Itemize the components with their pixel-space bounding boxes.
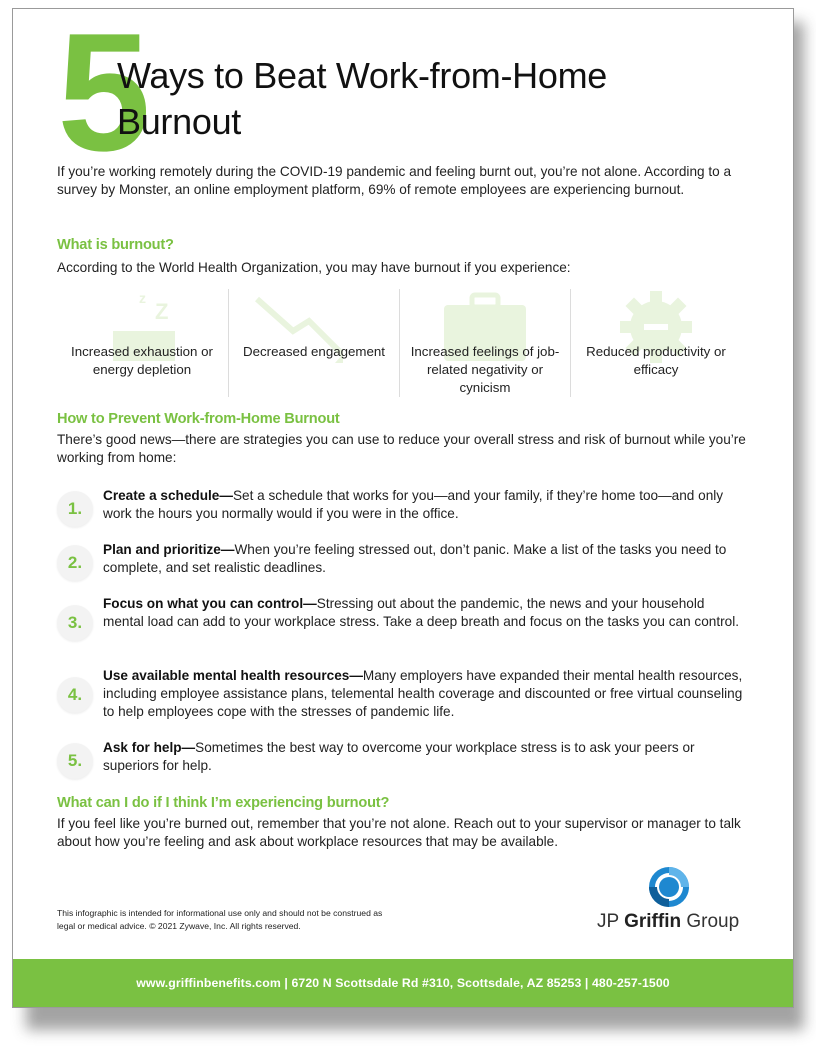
svg-text:z: z — [139, 291, 146, 306]
company-logo-mark — [647, 865, 691, 909]
svg-text:Z: Z — [155, 299, 169, 324]
document-page — [12, 8, 794, 1008]
title-line-1: Ways to Beat Work-from-Home — [117, 55, 607, 96]
strategy-body: When you’re feeling stressed out, don’t panic. Make a list of the tasks you need to complete, and set realistic deadlines. — [103, 542, 727, 575]
symptom-item — [571, 289, 741, 399]
strategy-text — [103, 541, 743, 577]
strategy-title: Plan and prioritize— — [103, 542, 235, 557]
logo-text-rest: Group — [681, 911, 740, 932]
title-line-2: Burnout — [117, 101, 241, 142]
section-body-experiencing: If you feel like you’re burned out, remember that you’re not alone. Reach out to your supervisor or manager to talk about how you’re feeling and ask about workplace resources that may be available. — [57, 816, 741, 849]
symptom-label: Reduced productivity or efficacy — [586, 344, 726, 377]
symptom-label: Increased feelings of job-related negativity or cynicism — [410, 344, 560, 395]
strategy-title: Use available mental health resources— — [103, 668, 363, 683]
strategy-title: Focus on what you can control— — [103, 596, 317, 611]
step-number-badge: 4. — [57, 677, 93, 713]
strategy-body: Many employers have expanded their mental health resources, including employee assistance plans, telemental health coverage and discounted or free virtual counseling to help employees cope with the stresses of pandemic life. — [103, 668, 743, 719]
page-title — [117, 53, 607, 145]
step-number-badge: 2. — [57, 545, 93, 581]
company-logo-wordmark — [597, 911, 739, 933]
legal-disclaimer: This infographic is intended for informational use only and should not be construed as legal or medical advice. © 2021 Zywave, Inc. All rights reserved. — [57, 908, 383, 931]
section-heading-what-is-burnout: What is burnout? — [57, 237, 174, 253]
strategy-title: Create a schedule— — [103, 488, 233, 503]
symptom-label: Increased exhaustion or energy depletion — [71, 344, 213, 377]
strategy-title: Ask for help— — [103, 740, 196, 755]
footer-contact-text: www.griffinbenefits.com | 6720 N Scottsdale Rd #310, Scottsdale, AZ 85253 | 480-257-1500 — [136, 976, 670, 990]
svg-text:5: 5 — [57, 27, 151, 157]
strategy-body: Stressing out about the pandemic, the news and your household mental load can add to your workplace stress. Take a deep breath and focus on the tasks you can control. — [103, 596, 740, 629]
strategy-body: Sometimes the best way to overcome your workplace stress is to ask your peers or superiors for help. — [103, 740, 695, 773]
step-number-badge: 3. — [57, 605, 93, 641]
logo-text-bold: Griffin — [624, 911, 682, 932]
section-lead-prevent: There’s good news—there are strategies you can use to reduce your overall stress and risk of burnout while you’re working from home: — [57, 432, 746, 465]
strategy-body: Set a schedule that works for you—and your family, if they’re home too—and only work the hours you normally would if you were in the office. — [103, 488, 724, 521]
strategy-text — [103, 595, 743, 631]
section-lead-burnout: According to the World Health Organization, you may have burnout if you experience: — [57, 260, 571, 275]
symptom-row — [57, 289, 741, 399]
step-number-badge: 5. — [57, 743, 93, 779]
strategy-text — [103, 487, 743, 523]
logo-text-light: JP — [597, 911, 625, 932]
symptom-item — [400, 289, 570, 399]
section-heading-experiencing-burnout: What can I do if I think I’m experiencing burnout? — [57, 795, 390, 811]
section-heading-prevent-burnout: How to Prevent Work-from-Home Burnout — [57, 411, 340, 427]
footer-bar — [13, 959, 793, 1007]
symptom-item — [229, 289, 399, 399]
symptom-item — [57, 289, 227, 399]
strategy-text — [103, 739, 743, 775]
intro-paragraph: If you’re working remotely during the COVID-19 pandemic and feeling burnt out, you’re not alone. According to a survey by Monster, an online employment platform, 69% of remote employees are experiencing burnout. — [57, 164, 732, 197]
strategy-text — [103, 667, 743, 721]
symptom-label: Decreased engagement — [243, 344, 385, 359]
step-number-badge: 1. — [57, 491, 93, 527]
